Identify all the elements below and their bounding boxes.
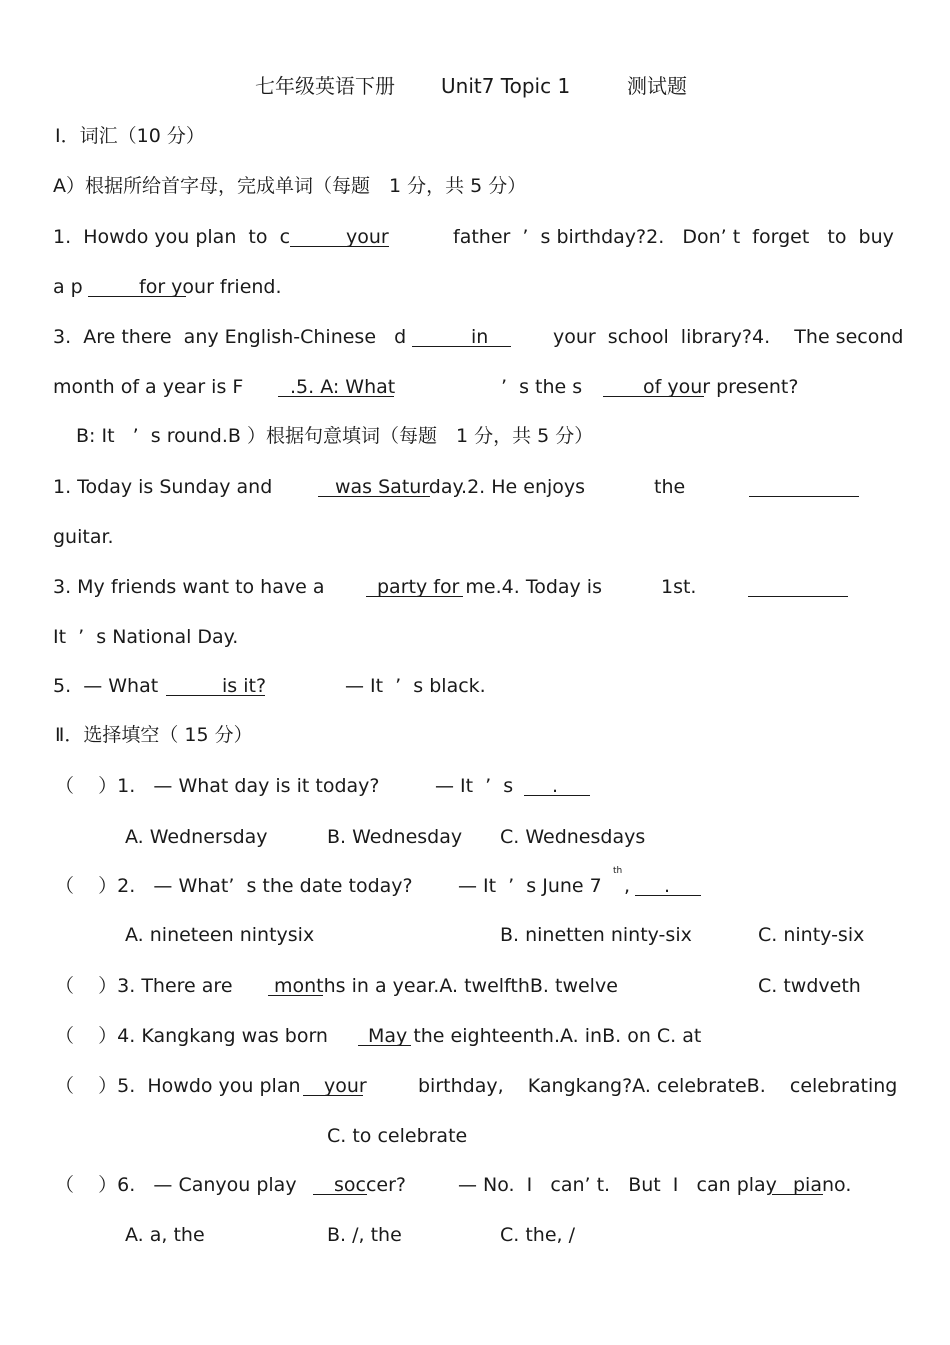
b2-the: the <box>654 476 686 498</box>
b1-text: 1. Today is Sunday and <box>53 476 273 498</box>
b5-answer: — It ’ s black. <box>345 675 486 697</box>
b3-rest: party for me.4. Today is <box>377 576 602 598</box>
title-cn: 七年级英语下册 <box>255 74 395 98</box>
q2-superscript: th <box>613 866 623 876</box>
q5-rest: birthday, Kangkang?A. celebrateB. celebrating <box>418 1075 898 1097</box>
q2-option-c: C. ninty-six <box>758 924 865 946</box>
b2-blank <box>749 496 859 497</box>
q2-answer: — It ’ s June 7 <box>458 875 602 897</box>
title-unit: Unit7 Topic 1 <box>441 74 571 98</box>
part-a-instruction: A）根据所给首字母，完成单词（每题 1 分，共 5 分） <box>53 175 527 197</box>
q1-option-b: B. Wednesday <box>327 826 463 848</box>
a5-text: ’ s the s <box>501 376 583 398</box>
q2-question: （ ）2. — What’ s the date today? <box>55 875 413 897</box>
q3-option-c: C. twdveth <box>758 975 861 997</box>
a3-blank <box>412 346 511 347</box>
section-1-heading: Ⅰ．词汇（10 分） <box>55 125 205 147</box>
q4-rest: May the eighteenth.A. inB. on C. at <box>368 1025 702 1047</box>
q1-answer: — It ’ s <box>435 775 514 797</box>
q4-question: （ ）4. Kangkang was born <box>55 1025 328 1047</box>
b5-text: 5. — What <box>53 675 159 697</box>
a3-word: in <box>471 326 489 348</box>
a4-mid: .5. A: What <box>290 376 396 398</box>
section-2-heading: Ⅱ．选择填空（ 15 分） <box>55 724 253 746</box>
q6-option-c: C. the, / <box>500 1224 576 1246</box>
a1-word: your <box>346 226 389 248</box>
q3-question: （ ）3. There are <box>55 975 233 997</box>
a3-rest: your school library?4. The second <box>553 326 904 348</box>
a5-rest: of your present? <box>643 376 799 398</box>
q2-option-b: B. ninetten ninty-six <box>500 924 692 946</box>
q1-option-a: A. Wednersday <box>125 826 268 848</box>
b3-text: 3. My friends want to have a <box>53 576 325 598</box>
a1-rest: father ’ s birthday?2. Don’ t forget to buy <box>453 226 894 248</box>
a2-rest: for your friend. <box>139 276 282 298</box>
q3-rest: months in a year.A. twelfthB. twelve <box>274 975 618 997</box>
b4-blank <box>748 596 848 597</box>
a4-text: month of a year is F <box>53 376 244 398</box>
q5-question: （ ）5. Howdo you plan <box>55 1075 301 1097</box>
q1-dot: . <box>552 775 559 797</box>
a2-text: a p <box>53 276 83 298</box>
q6-question: （ ）6. — Canyou play <box>55 1174 297 1196</box>
q6-answer: — No. I can’ t. But I can play <box>458 1174 777 1196</box>
a5b-text: B: It ’ s round.B ）根据句意填词（每题 1 分，共 5 分） <box>76 425 594 447</box>
q1-question: （ ）1. — What day is it today? <box>55 775 380 797</box>
q6-option-a: A. a, the <box>125 1224 205 1246</box>
q2-comma: , <box>624 875 631 897</box>
q2-option-a: A. nineteen nintysix <box>125 924 315 946</box>
q5-option-c: C. to celebrate <box>327 1125 468 1147</box>
b5-mid: is it? <box>222 675 267 697</box>
q2-dot: . <box>664 875 671 897</box>
a1-text: 1. Howdo you plan to c <box>53 226 291 248</box>
b4-text: 1st. <box>661 576 697 598</box>
b4-rest: It ’ s National Day. <box>53 626 239 648</box>
q5-word: your <box>324 1075 367 1097</box>
a3-text: 3. Are there any English-Chinese d <box>53 326 407 348</box>
q6-end: piano. <box>793 1174 852 1196</box>
q6-word: soccer? <box>334 1174 407 1196</box>
title-test: 测试题 <box>627 74 687 98</box>
q6-option-b: B. /, the <box>327 1224 402 1246</box>
b2-end: guitar. <box>53 526 114 548</box>
q1-option-c: C. Wednesdays <box>500 826 646 848</box>
b1-rest: was Saturday.2. He enjoys <box>335 476 586 498</box>
